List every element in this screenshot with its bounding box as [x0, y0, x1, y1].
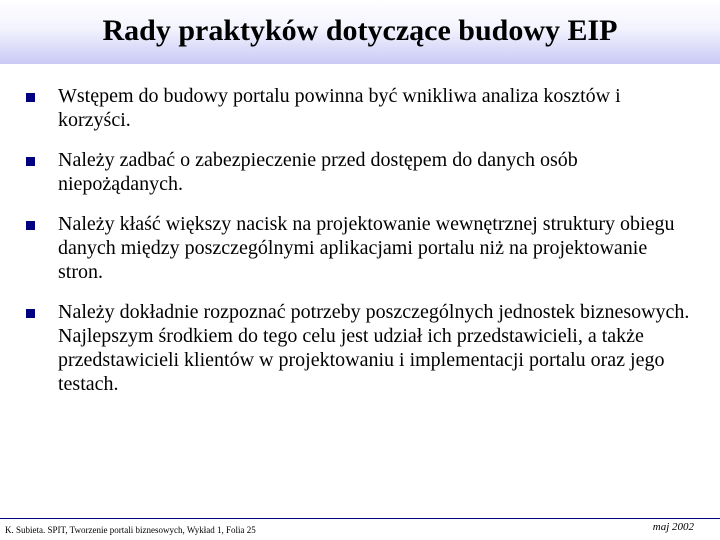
bullet-item — [26, 300, 696, 396]
square-bullet-icon — [26, 221, 35, 230]
bullet-item — [26, 148, 696, 196]
bullet-item — [26, 84, 696, 132]
footer-date: maj 2002 — [652, 521, 694, 533]
bullet-list — [26, 84, 696, 412]
bullet-text: Należy dokładnie rozpoznać potrzeby poszczególnych jednostek biznesowych. Najlepszym środkiem do tego celu jest udział ich przedstawicieli, a także przedstawicieli klientów w projektowaniu i implementacji portalu oraz jego testach. — [58, 301, 690, 395]
footer-divider — [0, 518, 720, 519]
bullet-item — [26, 212, 696, 284]
slide-title: Rady praktyków dotyczące budowy EIP — [102, 14, 618, 47]
square-bullet-icon — [26, 93, 35, 102]
square-bullet-icon — [26, 157, 35, 166]
square-bullet-icon — [26, 309, 35, 318]
bullet-text: Należy zadbać o zabezpieczenie przed dostępem do danych osób niepożądanych. — [58, 149, 578, 195]
bullet-text: Należy kłaść większy nacisk na projektowanie wewnętrznej struktury obiegu danych między poszczególnymi aplikacjami portalu niż na projektowanie stron. — [58, 213, 675, 283]
footer-citation: K. Subieta. SPIT, Tworzenie portali biznesowych, Wykład 1, Folia 25 — [5, 525, 256, 535]
bullet-text: Wstępem do budowy portalu powinna być wnikliwa analiza kosztów i korzyści. — [58, 85, 621, 131]
